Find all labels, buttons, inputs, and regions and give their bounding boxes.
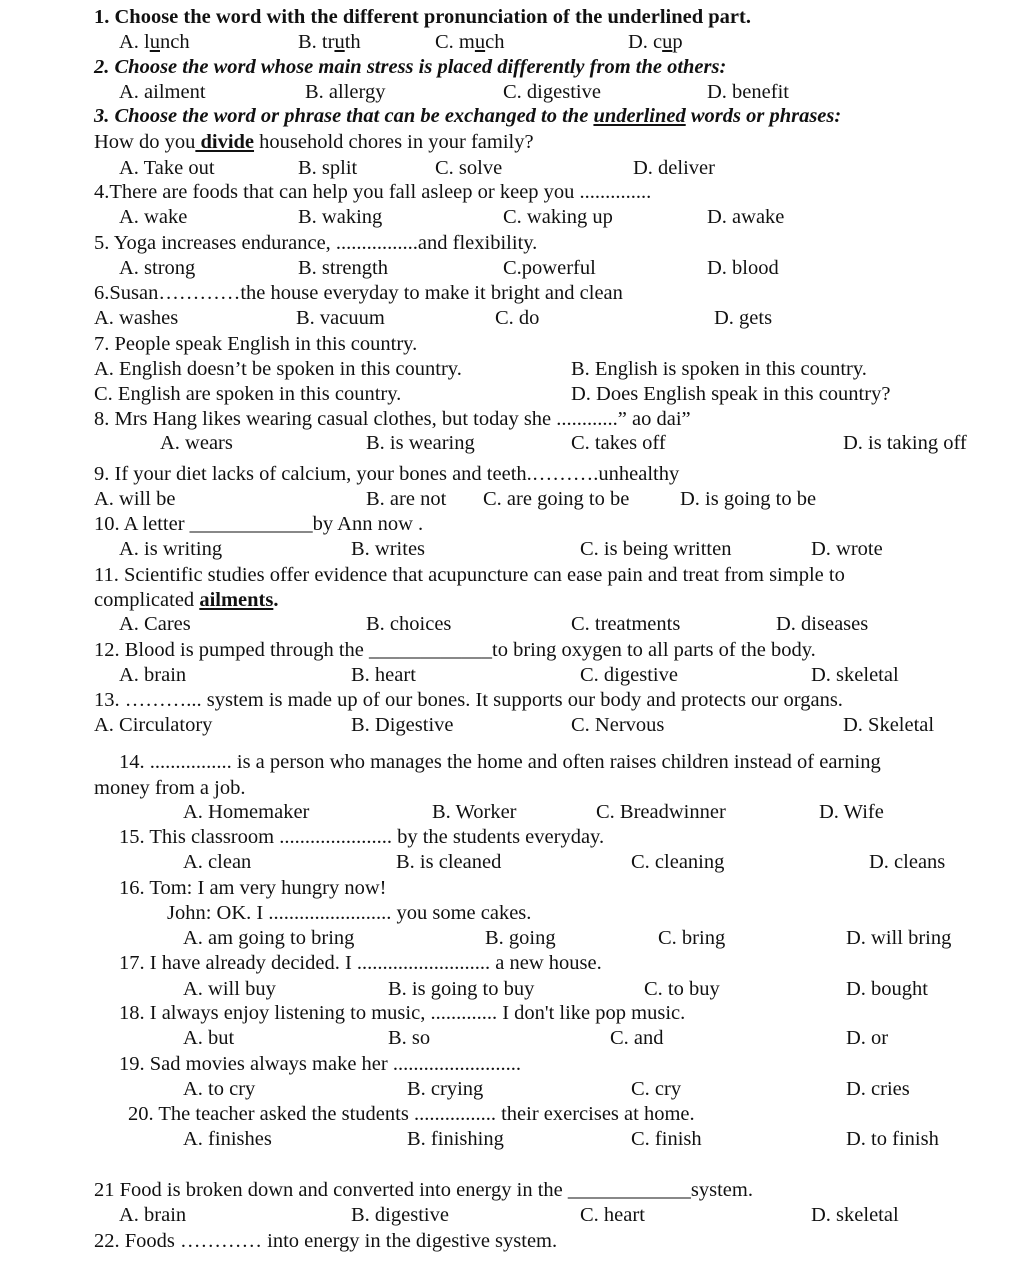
q2-option-b: B. allergy: [305, 81, 386, 103]
q5-option-c: C.powerful: [503, 257, 596, 279]
q12-stem: 12. Blood is pumped through the ____________to bring oxygen to all parts of the body.: [94, 639, 816, 661]
q2-title: 2. Choose the word whose main stress is placed differently from the others:: [94, 56, 727, 78]
q9-option-a: A. will be: [94, 488, 176, 510]
q6-option-c: C. do: [495, 307, 540, 329]
q4-option-b: B. waking: [298, 206, 383, 228]
q9-option-c: C. are going to be: [483, 488, 630, 510]
q2-option-c: C. digestive: [503, 81, 601, 103]
q10-option-b: B. writes: [351, 538, 426, 560]
q14-option-b: B. Worker: [432, 801, 517, 823]
q19-option-b: B. crying: [407, 1078, 484, 1100]
q19-option-d: D. cries: [846, 1078, 910, 1100]
q12-option-b: B. heart: [351, 664, 416, 686]
q21-option-c: C. heart: [580, 1204, 645, 1226]
q16-option-b: B. going: [485, 927, 556, 949]
q10-option-d: D. wrote: [811, 538, 883, 560]
q17-option-b: B. is going to buy: [388, 978, 535, 1000]
q2-option-d: D. benefit: [707, 81, 789, 103]
q12-option-d: D. skeletal: [811, 664, 899, 686]
q17-stem: 17. I have already decided. I .......................... a new house.: [119, 952, 602, 974]
q11-option-a: A. Cares: [119, 613, 191, 635]
q14-option-c: C. Breadwinner: [596, 801, 726, 823]
q13-stem: 13. ………... system is made up of our bones. It supports our body and protects our organs.: [94, 689, 843, 711]
q18-option-b: B. so: [388, 1027, 431, 1049]
q14-option-a: A. Homemaker: [183, 801, 310, 823]
q22-stem: 22. Foods ………… into energy in the digestive system.: [94, 1230, 558, 1252]
q7-option-c: C. English are spoken in this country.: [94, 383, 402, 405]
q14-stem-cont: money from a job.: [94, 777, 246, 799]
q1-option-c: C. much: [435, 31, 505, 53]
q3-stem: How do you divide household chores in your family?: [94, 131, 534, 153]
q17-option-a: A. will buy: [183, 978, 276, 1000]
q4-stem: 4.There are foods that can help you fall asleep or keep you ..............: [94, 181, 652, 203]
q17-option-c: C. to buy: [644, 978, 720, 1000]
q8-option-d: D. is taking off: [843, 432, 967, 454]
q13-option-d: D. Skeletal: [843, 714, 935, 736]
q20-option-c: C. finish: [631, 1128, 702, 1150]
q18-stem: 18. I always enjoy listening to music, ............. I don't like pop music.: [119, 1002, 686, 1024]
q18-option-a: A. but: [183, 1027, 235, 1049]
q10-option-c: C. is being written: [580, 538, 732, 560]
q15-option-d: D. cleans: [869, 851, 946, 873]
q3-option-c: C. solve: [435, 157, 503, 179]
q11-stem-cont: complicated ailments.: [94, 589, 279, 611]
q10-option-a: A. is writing: [119, 538, 223, 560]
q15-option-c: C. cleaning: [631, 851, 725, 873]
q21-option-d: D. skeletal: [811, 1204, 899, 1226]
q4-option-a: A. wake: [119, 206, 188, 228]
q17-option-d: D. bought: [846, 978, 928, 1000]
q7-option-d: D. Does English speak in this country?: [571, 383, 891, 405]
q14-option-d: D. Wife: [819, 801, 884, 823]
q16-stem: 16. Tom: I am very hungry now!: [119, 877, 387, 899]
q6-option-b: B. vacuum: [296, 307, 385, 329]
q3-option-d: D. deliver: [633, 157, 715, 179]
q5-option-b: B. strength: [298, 257, 388, 279]
q11-option-b: B. choices: [366, 613, 452, 635]
q15-stem: 15. This classroom ...................... by the students everyday.: [119, 826, 605, 848]
q8-stem: 8. Mrs Hang likes wearing casual clothes, but today she ............” ao dai”: [94, 408, 691, 430]
q12-option-c: C. digestive: [580, 664, 678, 686]
q9-option-b: B. are not: [366, 488, 447, 510]
q5-stem: 5. Yoga increases endurance, ................and flexibility.: [94, 232, 538, 254]
q16-option-d: D. will bring: [846, 927, 952, 949]
q16-option-a: A. am going to bring: [183, 927, 355, 949]
q20-stem: 20. The teacher asked the students ................ their exercises at home.: [128, 1103, 695, 1125]
q21-option-a: A. brain: [119, 1204, 187, 1226]
q15-option-a: A. clean: [183, 851, 252, 873]
q16-option-c: C. bring: [658, 927, 726, 949]
q19-option-a: A. to cry: [183, 1078, 256, 1100]
q1-option-b: B. truth: [298, 31, 361, 53]
q3-title: 3. Choose the word or phrase that can be exchanged to the underlined words or phrases:: [94, 105, 842, 127]
q1-title: 1. Choose the word with the different pronunciation of the underlined part.: [94, 6, 751, 28]
q8-option-a: A. wears: [160, 432, 233, 454]
q18-option-c: C. and: [610, 1027, 664, 1049]
q20-option-b: B. finishing: [407, 1128, 504, 1150]
q20-option-a: A. finishes: [183, 1128, 272, 1150]
q3-option-b: B. split: [298, 157, 358, 179]
q4-option-c: C. waking up: [503, 206, 613, 228]
q4-option-d: D. awake: [707, 206, 785, 228]
q7-stem: 7. People speak English in this country.: [94, 333, 418, 355]
q10-stem: 10. A letter ____________by Ann now .: [94, 513, 424, 535]
q9-stem: 9. If your diet lacks of calcium, your bones and teeth.……….unhealthy: [94, 463, 680, 485]
q15-option-b: B. is cleaned: [396, 851, 502, 873]
q7-option-b: B. English is spoken in this country.: [571, 358, 867, 380]
q11-option-d: D. diseases: [776, 613, 869, 635]
q12-option-a: A. brain: [119, 664, 187, 686]
q18-option-d: D. or: [846, 1027, 889, 1049]
q19-stem: 19. Sad movies always make her .........................: [119, 1053, 521, 1075]
q8-option-b: B. is wearing: [366, 432, 475, 454]
q13-option-a: A. Circulatory: [94, 714, 213, 736]
q11-option-c: C. treatments: [571, 613, 681, 635]
q1-option-d: D. cup: [628, 31, 683, 53]
q13-option-c: C. Nervous: [571, 714, 665, 736]
q5-option-d: D. blood: [707, 257, 779, 279]
q16-stem-reply: John: OK. I ........................ you some cakes.: [167, 902, 532, 924]
q21-option-b: B. digestive: [351, 1204, 449, 1226]
q2-option-a: A. ailment: [119, 81, 206, 103]
q19-option-c: C. cry: [631, 1078, 682, 1100]
q21-stem: 21 Food is broken down and converted into energy in the ____________system.: [94, 1179, 753, 1201]
q3-option-a: A. Take out: [119, 157, 215, 179]
q14-stem: 14. ................ is a person who manages the home and often raises children instead of earning: [119, 751, 881, 773]
q9-option-d: D. is going to be: [680, 488, 817, 510]
q20-option-d: D. to finish: [846, 1128, 939, 1150]
q11-stem: 11. Scientific studies offer evidence that acupuncture can ease pain and treat from simple to: [94, 564, 845, 586]
q6-option-a: A. washes: [94, 307, 179, 329]
q6-option-d: D. gets: [714, 307, 773, 329]
q6-stem: 6.Susan…………the house everyday to make it bright and clean: [94, 282, 623, 304]
q8-option-c: C. takes off: [571, 432, 666, 454]
q13-option-b: B. Digestive: [351, 714, 454, 736]
q1-option-a: A. lunch: [119, 31, 190, 53]
q5-option-a: A. strong: [119, 257, 196, 279]
q7-option-a: A. English doesn’t be spoken in this country.: [94, 358, 462, 380]
